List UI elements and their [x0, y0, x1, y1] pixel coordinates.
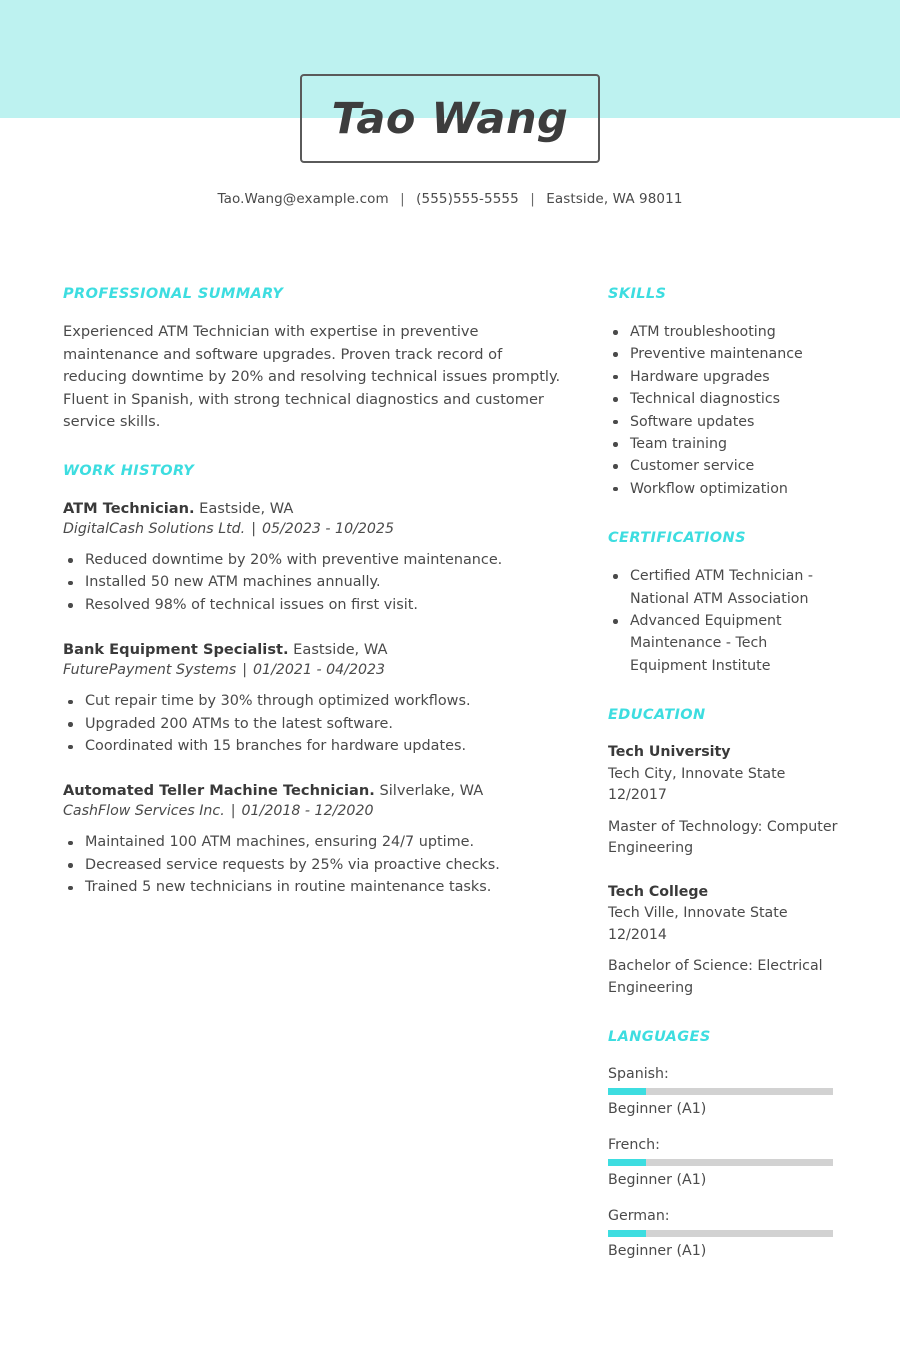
- job-location: Eastside, WA: [288, 641, 388, 659]
- job-bullet: Trained 5 new technicians in routine maintenance tasks.: [63, 876, 563, 898]
- job-meta-line: [63, 519, 563, 540]
- job-meta-line: [63, 801, 563, 822]
- section-certifications: [608, 530, 844, 677]
- section-languages: [608, 1029, 844, 1261]
- language-name: German:: [608, 1208, 670, 1225]
- job-bullet-list: [63, 831, 563, 898]
- section-heading-skills: SKILLS: [608, 286, 667, 302]
- contact-email[interactable]: Tao.Wang@example.com: [217, 191, 389, 207]
- education-school: Tech College: [608, 883, 709, 900]
- skill-item: Customer service: [608, 455, 844, 477]
- job-bullet: Resolved 98% of technical issues on first visit.: [63, 594, 563, 616]
- certification-item: Advanced Equipment Maintenance - Tech Equipment Institute: [608, 610, 844, 677]
- work-history-entry: [63, 639, 563, 757]
- language-name: French:: [608, 1137, 660, 1154]
- job-meta-separator: |: [230, 803, 236, 820]
- summary-text: Experienced ATM Technician with expertise in preventive maintenance and software upgrades. Proven track record of reducing downtime by 20% and resolving technical issues promptly. Fluent in Spanish, with strong technical diagnostics and customer service skills.: [63, 323, 561, 431]
- job-bullet: Upgraded 200 ATMs to the latest software.: [63, 713, 563, 735]
- language-entry: [608, 1135, 844, 1190]
- job-meta-line: [63, 660, 563, 681]
- language-proficiency-fill: [608, 1088, 646, 1095]
- skill-item: Preventive maintenance: [608, 343, 844, 365]
- education-location: Tech Ville, Innovate State: [608, 905, 788, 922]
- contact-separator-2: |: [530, 191, 535, 207]
- job-bullet: Installed 50 new ATM machines annually.: [63, 571, 563, 593]
- language-proficiency-fill: [608, 1159, 646, 1166]
- contact-phone[interactable]: (555)555-5555: [416, 191, 519, 207]
- job-bullet: Cut repair time by 30% through optimized workflows.: [63, 690, 563, 712]
- work-history-entry: [63, 780, 563, 898]
- skill-item: ATM troubleshooting: [608, 321, 844, 343]
- job-location: Silverlake, WA: [374, 782, 484, 800]
- education-date: 12/2017: [608, 787, 667, 804]
- job-title-line: [63, 498, 563, 519]
- contact-line: [0, 191, 900, 207]
- skill-item: Hardware upgrades: [608, 366, 844, 388]
- skill-item: Software updates: [608, 411, 844, 433]
- section-heading-certifications: CERTIFICATIONS: [608, 530, 746, 547]
- section-skills: [608, 286, 844, 500]
- job-dates: 01/2018 - 12/2020: [241, 803, 374, 820]
- section-professional-summary: [63, 286, 563, 434]
- section-education: [608, 707, 844, 999]
- language-entry: [608, 1206, 844, 1261]
- languages-list: [608, 1064, 844, 1261]
- job-location: Eastside, WA: [194, 499, 294, 517]
- language-entry: [608, 1064, 844, 1119]
- page-title: Tao Wang: [331, 93, 569, 144]
- job-title: ATM Technician.: [63, 499, 195, 517]
- job-bullet-list: [63, 690, 563, 757]
- skill-item: Technical diagnostics: [608, 388, 844, 410]
- skills-list: [608, 321, 844, 500]
- job-title-line: [63, 780, 563, 801]
- section-heading-summary: PROFESSIONAL SUMMARY: [63, 286, 284, 302]
- job-meta-separator: |: [242, 662, 248, 679]
- right-column: [608, 286, 844, 1291]
- language-proficiency-fill: [608, 1230, 646, 1237]
- section-heading-education: EDUCATION: [608, 707, 706, 724]
- education-school: Tech University: [608, 744, 731, 761]
- language-proficiency-bar: [608, 1088, 833, 1095]
- language-level: Beginner (A1): [608, 1101, 707, 1118]
- contact-separator-1: |: [400, 191, 405, 207]
- section-heading-languages: LANGUAGES: [608, 1029, 711, 1046]
- job-bullet: Maintained 100 ATM machines, ensuring 24/7 uptime.: [63, 831, 563, 853]
- left-column: [63, 286, 563, 928]
- education-location: Tech City, Innovate State: [608, 765, 786, 782]
- job-bullet: Coordinated with 15 branches for hardware updates.: [63, 735, 563, 757]
- job-title-line: [63, 639, 563, 660]
- job-bullet: Reduced downtime by 20% with preventive maintenance.: [63, 549, 563, 571]
- education-date: 12/2014: [608, 926, 667, 943]
- work-history-entry: [63, 498, 563, 616]
- language-proficiency-bar: [608, 1230, 833, 1237]
- language-level: Beginner (A1): [608, 1243, 707, 1260]
- certifications-list: [608, 565, 844, 677]
- contact-location: Eastside, WA 98011: [546, 191, 683, 207]
- job-meta-separator: |: [251, 520, 256, 537]
- job-title: Automated Teller Machine Technician.: [63, 782, 375, 800]
- work-history-list: [63, 498, 563, 899]
- job-company: DigitalCash Solutions Ltd.: [63, 520, 246, 537]
- name-box: [300, 74, 600, 163]
- job-dates: 01/2021 - 04/2023: [253, 662, 386, 679]
- section-work-history: [63, 463, 563, 899]
- skill-item: Workflow optimization: [608, 478, 844, 500]
- education-entry: [608, 882, 844, 1000]
- job-title: Bank Equipment Specialist.: [63, 641, 289, 659]
- education-entry: [608, 742, 844, 860]
- job-company: CashFlow Services Inc.: [63, 803, 225, 820]
- education-list: [608, 742, 844, 999]
- language-proficiency-bar: [608, 1159, 833, 1166]
- education-degree: Master of Technology: Computer Engineering: [608, 818, 838, 857]
- language-level: Beginner (A1): [608, 1172, 707, 1189]
- job-bullet-list: [63, 549, 563, 616]
- job-dates: 05/2023 - 10/2025: [261, 520, 394, 537]
- education-degree: Bachelor of Science: Electrical Engineering: [608, 958, 823, 996]
- job-company: FuturePayment Systems: [63, 662, 237, 679]
- section-heading-work-history: WORK HISTORY: [63, 462, 195, 479]
- skill-item: Team training: [608, 433, 844, 455]
- job-bullet: Decreased service requests by 25% via proactive checks.: [63, 854, 563, 876]
- language-name: Spanish:: [608, 1066, 669, 1083]
- certification-item: Certified ATM Technician - National ATM Association: [608, 565, 844, 610]
